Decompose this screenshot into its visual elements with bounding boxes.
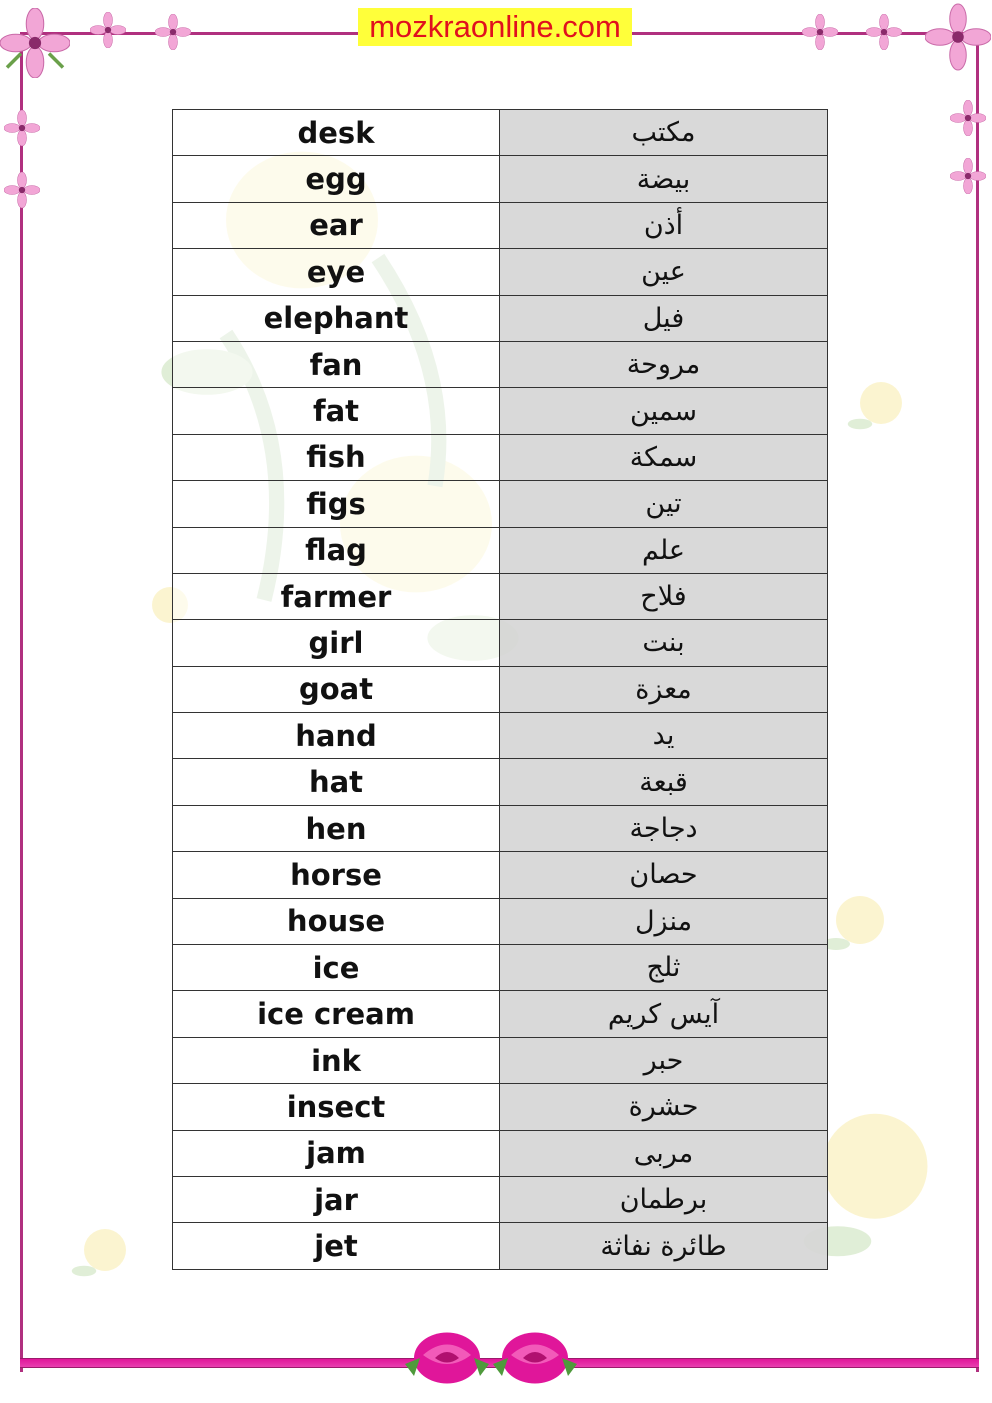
- yellow-rose-icon: [820, 880, 900, 960]
- english-word: insect: [173, 1084, 500, 1130]
- arabic-translation: مكتب: [500, 110, 828, 156]
- english-word: elephant: [173, 295, 500, 341]
- vocab-row: [173, 341, 828, 387]
- arabic-translation: معزة: [500, 666, 828, 712]
- vocab-row: [173, 852, 828, 898]
- vocab-row: [173, 1084, 828, 1130]
- pink-flower-icon: [866, 14, 902, 50]
- vocab-row: [173, 759, 828, 805]
- arabic-translation: دجاجة: [500, 805, 828, 851]
- vocab-row: [173, 156, 828, 202]
- vocab-row: [173, 249, 828, 295]
- pink-flower-icon: [950, 158, 986, 194]
- vocab-row: [173, 620, 828, 666]
- english-word: fan: [173, 341, 500, 387]
- pink-rose-icon: [490, 1328, 580, 1394]
- arabic-translation: فلاح: [500, 573, 828, 619]
- vocab-row: [173, 898, 828, 944]
- arabic-translation: أذن: [500, 202, 828, 248]
- english-word: hat: [173, 759, 500, 805]
- vocabulary-table: [172, 109, 828, 1270]
- vocab-row: [173, 202, 828, 248]
- pink-flower-icon: [90, 12, 126, 48]
- arabic-translation: حشرة: [500, 1084, 828, 1130]
- vocab-row: [173, 1223, 828, 1269]
- arabic-translation: ثلج: [500, 945, 828, 991]
- arabic-translation: منزل: [500, 898, 828, 944]
- vocab-row: [173, 1130, 828, 1176]
- vocab-row: [173, 666, 828, 712]
- yellow-rose-icon: [846, 368, 916, 438]
- english-word: jet: [173, 1223, 500, 1269]
- arabic-translation: فيل: [500, 295, 828, 341]
- english-word: ice: [173, 945, 500, 991]
- pink-flower-icon: [802, 14, 838, 50]
- vocab-row: [173, 573, 828, 619]
- pink-flower-icon: [155, 14, 191, 50]
- pink-flower-icon: [4, 110, 40, 146]
- arabic-translation: سمكة: [500, 434, 828, 480]
- arabic-translation: عين: [500, 249, 828, 295]
- english-word: ear: [173, 202, 500, 248]
- pink-rose-icon: [402, 1328, 492, 1394]
- vocab-row: [173, 110, 828, 156]
- english-word: ink: [173, 1037, 500, 1083]
- arabic-translation: حصان: [500, 852, 828, 898]
- english-word: hand: [173, 713, 500, 759]
- english-word: fat: [173, 388, 500, 434]
- pink-flower-icon: [950, 100, 986, 136]
- arabic-translation: طائرة نفاثة: [500, 1223, 828, 1269]
- english-word: jam: [173, 1130, 500, 1176]
- english-word: girl: [173, 620, 500, 666]
- arabic-translation: آيس كريم: [500, 991, 828, 1037]
- arabic-translation: بنت: [500, 620, 828, 666]
- arabic-translation: حبر: [500, 1037, 828, 1083]
- arabic-translation: قبعة: [500, 759, 828, 805]
- english-word: hen: [173, 805, 500, 851]
- frame-left-border: [20, 32, 23, 1372]
- english-word: egg: [173, 156, 500, 202]
- arabic-translation: تين: [500, 481, 828, 527]
- english-word: fish: [173, 434, 500, 480]
- yellow-rose-icon: [70, 1210, 140, 1290]
- arabic-translation: سمين: [500, 388, 828, 434]
- english-word: eye: [173, 249, 500, 295]
- vocab-row: [173, 481, 828, 527]
- arabic-translation: مربى: [500, 1130, 828, 1176]
- arabic-translation: علم: [500, 527, 828, 573]
- vocab-row: [173, 434, 828, 480]
- pink-flower-icon: [925, 2, 991, 72]
- english-word: house: [173, 898, 500, 944]
- vocab-row: [173, 1176, 828, 1222]
- english-word: jar: [173, 1176, 500, 1222]
- arabic-translation: مروحة: [500, 341, 828, 387]
- arabic-translation: برطمان: [500, 1176, 828, 1222]
- vocab-row: [173, 295, 828, 341]
- vocab-row: [173, 1037, 828, 1083]
- english-word: ice cream: [173, 991, 500, 1037]
- vocab-row: [173, 805, 828, 851]
- vocab-row: [173, 527, 828, 573]
- english-word: farmer: [173, 573, 500, 619]
- pink-flower-icon: [4, 172, 40, 208]
- site-banner[interactable]: mozkraonline.com: [358, 8, 632, 46]
- arabic-translation: يد: [500, 713, 828, 759]
- english-word: desk: [173, 110, 500, 156]
- english-word: goat: [173, 666, 500, 712]
- vocab-row: [173, 945, 828, 991]
- english-word: flag: [173, 527, 500, 573]
- english-word: horse: [173, 852, 500, 898]
- english-word: figs: [173, 481, 500, 527]
- vocab-row: [173, 713, 828, 759]
- vocab-row: [173, 388, 828, 434]
- arabic-translation: بيضة: [500, 156, 828, 202]
- pink-flower-icon: [0, 8, 70, 78]
- vocab-row: [173, 991, 828, 1037]
- frame-right-border: [976, 32, 979, 1372]
